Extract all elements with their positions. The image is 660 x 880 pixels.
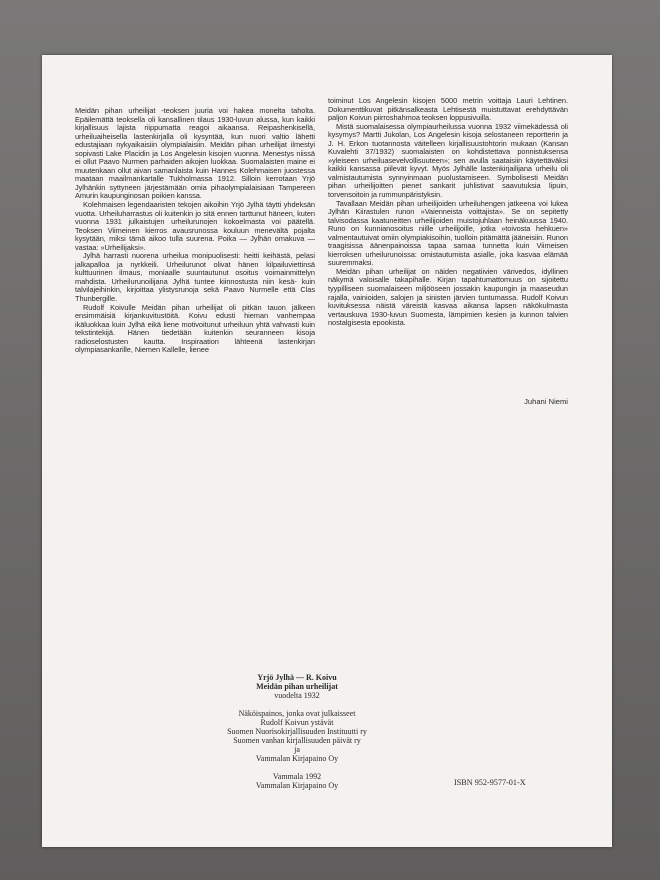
paragraph: toiminut Los Angelesin kisojen 5000 metrin voittaja Lauri Lehtinen. Dokumenttikuvat pitkänsalkeasta Lehtisestä muistuttavat erehdyttävän paljon Koivun piirroshahmoa teoksen loppusivuilla. [328,96,568,123]
paragraph: Tavallaan Meidän pihan urheilijoiden urheiluhengen jatkeena voi lukea Jylhän Kiirastulen runon »Vaienneista voittajista». Se on sepitetty talvisodassa kaatuneitten urheilijoiden muistojuhlaan heinäkuussa 1940. Runo on kunnianosoitus niille urheilijoille, jotka »toivosta hehkuen» valmentautuivat omiin olympiakisoihin, tuolloin pitämättä jääneisiin. Runon traagisissa äänenpainoissa tapaa samaa tunnetta kuin Viimeisen kierroksen urheilurunoissa: omistautumista asialle, joka kasvaa elämää suuremmaksi. [328,198,568,268]
print-place: Vammala 1992 [272,772,322,781]
paragraph: Rudolf Koivulle Meidän pihan urheilijat oli pitkän tauon jälkeen ensimmäisiä kirjankuvitustöitä. Koivu edusti hieman vanhempaa ikäluokkaa kuin Jylhä eikä liene motivoitunut urheiluun yhtä vahvasti kuin tekstintekijä. Hänen tiedetään kuitenkin seuranneen kisoja radioselostusten kautta. Inspiraation lähteenä lastenkirjan olympiasankarille, Niemen Kallelle, lienee [75,302,315,355]
text-column-right [328,97,568,328]
colophon [178,673,416,790]
colophon-line: Näköispainos, jonka ovat julkaisseet [238,709,356,718]
colophon-line: Vammalan Kirjapaino Oy [255,754,339,763]
paragraph: Jylhä harrasti nuorena urheilua monipuolisesti: heitti keihästä, pelasi jalkapalloa ja nyrkkeili. Urheilurunot olivat hänen kilpailuviettinsä kulttuurinen ilmaus, moniaalle suuntautunut osoitus voimainmittelyn mahdista. Urheilurunoilijana Jylhä tuntee kiinnostusta niin kesä- kuin talvilajeihinkin, kirjoittaa ylistysrunoja sekä Paavo Nurmelle että Clas Thunbergille. [75,251,315,304]
paragraph: Mistä suomalaisessa olympiaurheilussa vuonna 1932 viimekädessä oli kysymys? Martti Jukolan, Los Angelesin kisoja selostaneen reportterin ja J. H. Erkon tuotannosta väitelleen kirjallisuustohtorin mukaan (Kansan Kuvalehti 37/1932) suomalaisten on kohdistettava ponnistuksensa »yleiseen urheiluasevelvollisuuteen»; sen avulla saataisiin käytettäväksi kaikki kansassa piilevät kyvyt. Myös Jylhälle lastenkirjailijana urheilu oli valmistautumista synnyinmaan puolustamiseen. Symbolisesti Meidän pihan urheilijoitten pienet sankarit juhlistivat saavutuksia lipuin, torvensoitoin ja rummunpäristyksin. [328,121,568,200]
colophon-year: vuodelta 1932 [274,691,320,700]
colophon-line: ja [294,745,300,754]
book-back-cover [42,55,612,847]
colophon-line: Rudolf Koivun ystävät [260,718,334,727]
colophon-line: Suomen Nuorisokirjallisuuden Instituutti ry [227,727,367,736]
paragraph: Kolehmaisen legendaaristen tekojen aikoihin Yrjö Jylhä täytti yhdeksän vuotta. Urheiluharrastus oli kuitenkin jo sitä ennen tarttunut häneen, kuten vuonna 1931 julkaistujen urheilurunojen kokoelmasta voi päätellä. Teoksen Viimeinen kierros avausrunossa kouluun menevältä pojalta kysytään, miksi tämä aikoo tulla suurena. Poika — Jylhän omakuva — vastaa: »Urheilijaksi». [75,200,315,252]
paragraph: Meidän pihan urheilijat on näiden negatiivien värivedos, idyllinen näkymä valoisalle takapihalle. Kirjan tapahtumattomuus on sijoitettu tyypilliseen suomalaiseen miljööseen jossakin kaupungin ja maaseudun rajalla, vainioiden, salojen ja sinisten järvien tuntumassa. Rudolf Koivun kuvituksessa näistä väreistä kasvaa aikansa lapsen näkökulmasta vertauskuva 1930-luvun Suomesta, lämpimien kesien ja kunnon talvien nostalgisesta epookista. [328,266,568,328]
spacer [178,763,416,772]
text-column-left [75,107,315,355]
colophon-authors: Yrjö Jylhä — R. Koivu [257,673,337,682]
paragraph: Meidän pihan urheilijat -teoksen juuria voi hakea monelta taholta. Epäilemättä teoksella oli kansallinen tilaus 1930-luvun alussa, kun kaikki kirjallisuus lajista riippumatta reagoi aikaansa. Reipashenkisellä, urheiluaiheisella lastenkirjalla oli kysyntää, kun nuori valtio lähetti edustajiaan nykyaikaisiin olympialaisiin. Meidän pihan urheilijat ilmestyi sopivasti Lake Placidin ja Los Angelesin kisojen vuonna. Menestys niissä ei ollut Paavo Nurmen parhaiden aikojen luokkaa. Suomalaisten maine ei muutenkaan ollut aivan samanlaista kuin Hannes Kolehmaisen juostessa maataan maailmankartalle Tukholmassa 1912. Silloin kerrotaan Yrjö Jylhänkin syttyneen järjestämään omia pihaolympialaisiaan Tampereen Amurin kaupunginosan poikien kanssa. [75,106,315,201]
isbn-number: ISBN 952-9577-01-X [454,778,526,787]
colophon-line: Suomen vanhan kirjallisuuden päivät ry [233,736,361,745]
colophon-title: Meidän pihan urheilijat [256,682,338,691]
printer: Vammalan Kirjapaino Oy [255,781,339,790]
spacer [178,700,416,709]
author-signature: Juhani Niemi [524,397,568,406]
